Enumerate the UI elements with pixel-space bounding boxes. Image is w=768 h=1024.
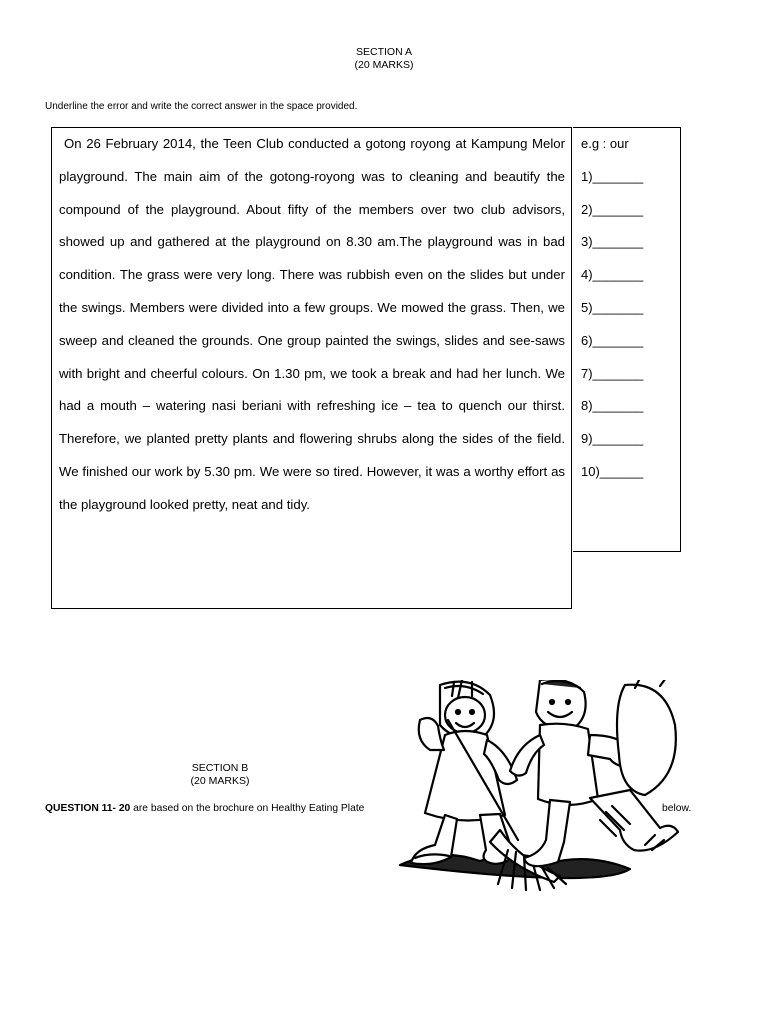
answer-blank-2[interactable]: 2)_______ xyxy=(581,201,644,217)
passage-text-area xyxy=(59,128,565,522)
passage-box xyxy=(51,127,572,609)
instruction-text: Underline the error and write the correct answer in the space provided. xyxy=(45,101,358,112)
passage-paragraph: On 26 February 2014, the Teen Club conducted a gotong royong at Kampung Melor playground. The main aim of the gotong-royong was to cleaning and beautify the compound of the playground. About fifty of the members over two club advisors, showed up and gathered at the playground on 8.30 am.The playground was in bad condition. The grass were very long. There was rubbish even on the slides but under the swings. Members were divided into a few groups. We mowed the grass. Then, we sweep and cleaned the grounds. One group painted the swings, slides and see-saws with bright and cheerful colours. On 1.30 pm, we took a break and had her lunch. We had a mouth – watering nasi beriani with refreshing ice – tea to quench our thirst. Therefore, we planted pretty plants and flowering shrubs along the sides of the field. We finished our work by 5.30 pm. We were so tired. However, it was a worthy effort as the playground looked pretty, neat and tidy. xyxy=(59,136,565,512)
answer-blank-6[interactable]: 6)_______ xyxy=(581,332,644,348)
section-b-title: SECTION B xyxy=(191,762,249,774)
question-number: QUESTION 11- 20 xyxy=(45,803,131,814)
cleanup-kids-illustration xyxy=(390,680,695,895)
answer-blank-5[interactable]: 5)_______ xyxy=(581,299,644,315)
section-b-marks: (20 MARKS) xyxy=(190,775,250,787)
answer-blank-3[interactable]: 3)_______ xyxy=(581,234,644,250)
answer-blank-4[interactable]: 4)_______ xyxy=(581,267,644,283)
section-a-marks: (20 MARKS) xyxy=(354,59,414,71)
answer-example: e.g : our xyxy=(581,136,629,151)
answer-blank-9[interactable]: 9)_______ xyxy=(581,431,644,447)
answer-blank-1[interactable]: 1)_______ xyxy=(581,168,644,184)
question-text: are based on the brochure on Healthy Eating Plate xyxy=(130,803,365,814)
answer-column xyxy=(573,127,681,552)
answer-blank-7[interactable]: 7)_______ xyxy=(581,365,644,381)
section-a-title: SECTION A xyxy=(355,46,412,58)
answer-blank-8[interactable]: 8)_______ xyxy=(581,398,644,414)
answer-list xyxy=(581,128,643,489)
section-a-heading xyxy=(0,46,768,72)
section-b-heading xyxy=(170,762,270,788)
question-instruction xyxy=(45,803,364,814)
question-trail: below. xyxy=(662,803,692,814)
answer-blank-10[interactable]: 10)______ xyxy=(581,463,644,479)
